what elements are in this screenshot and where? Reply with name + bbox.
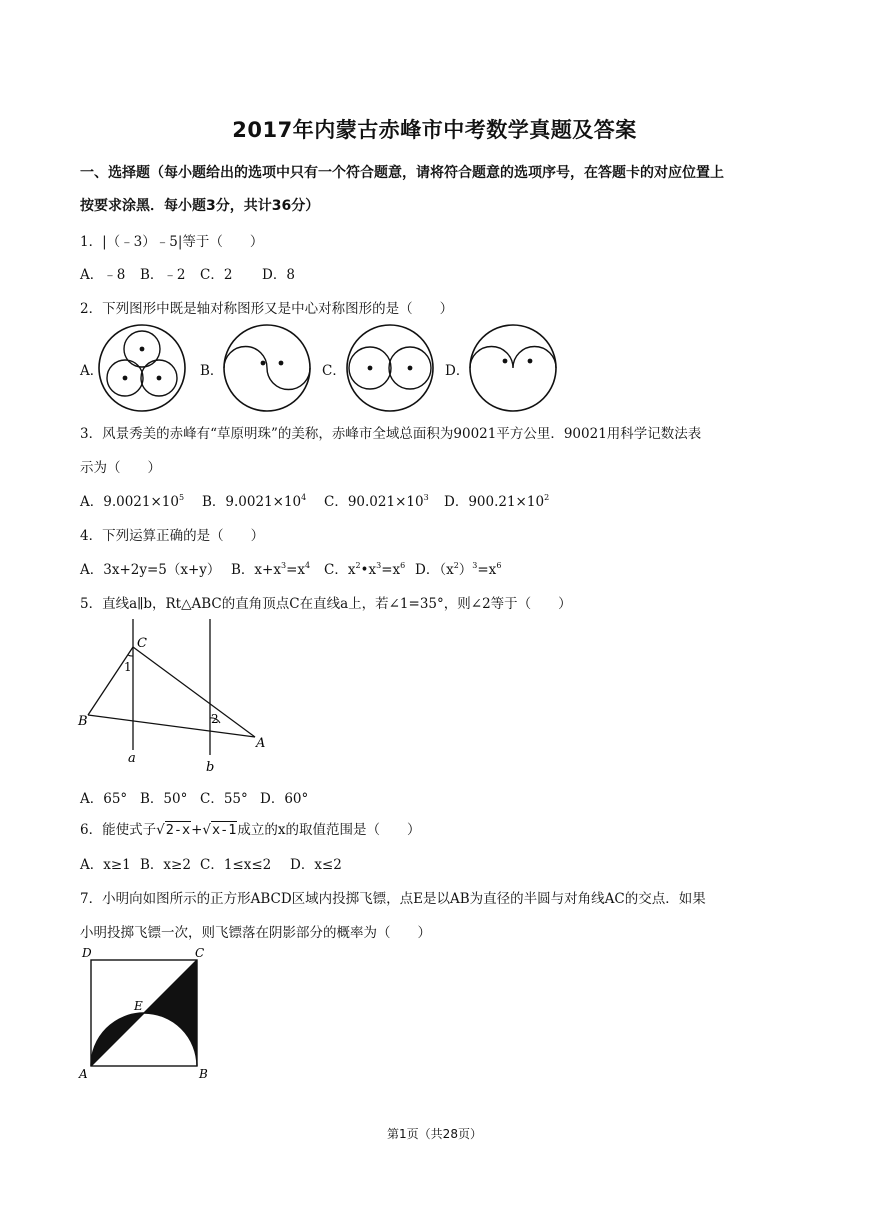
q2-label-c: C． — [322, 363, 346, 379]
q4-stem: 4．下列运算正确的是（ ） — [80, 528, 265, 544]
q5-figure — [74, 615, 274, 775]
q3-option-b: B．$9.0021\times 10^4$ — [202, 493, 307, 510]
q1-option-d: D．8 — [262, 267, 295, 283]
q7-label-e: E — [134, 999, 143, 1013]
q4-option-a: A．3x+2y=5（x+y） — [80, 562, 221, 578]
q3-option-d: D．$900.21\times 10^2$ — [444, 493, 550, 510]
q1-option-a: A．﹣8 — [80, 267, 126, 283]
page-title: 2017年内蒙古赤峰市中考数学真题及答案 — [232, 118, 637, 142]
q5-option-a: A．65° — [80, 791, 128, 807]
q2-label-b: B． — [200, 363, 224, 379]
q2-figure-a — [96, 322, 188, 414]
q4-option-c: C．$x^2•x^3=x^6$ — [324, 561, 406, 578]
q2-figure-d — [467, 322, 559, 414]
q5-label-line-a: a — [128, 751, 136, 766]
q2-stem: 2．下列图形中既是轴对称图形又是中心对称图形的是（ ） — [80, 301, 454, 317]
q6-stem: 6．能使式子√2-x+√x-1成立的x的取值范围是（ ） — [80, 822, 421, 838]
q4-option-b: B．$x+x^3=x^4$ — [231, 561, 311, 578]
q6-option-c: C．1≤x≤2 — [200, 857, 272, 873]
q5-label-c: C — [137, 636, 147, 651]
q3-stem-line1: 3．风景秀美的赤峰有“草原明珠”的美称，赤峰市全域总面积为90021平方公里．90021用科学记数法表 — [80, 426, 702, 442]
q1-option-c: C．2 — [200, 267, 233, 283]
q6-radical-1: √2-x — [156, 822, 191, 838]
q7-stem-line2: 小明投掷飞镖一次，则飞镖落在阴影部分的概率为（ ） — [80, 925, 431, 941]
q1-option-b: B．﹣2 — [140, 267, 186, 283]
q7-figure — [76, 944, 216, 1084]
section-heading-line1: 一、选择题（每小题给出的选项中只有一个符合题意，请将符合题意的选项序号，在答题卡的对应位置上 — [80, 165, 724, 181]
q5-stem: 5．直线a∥b，Rt△ABC的直角顶点C在直线a上，若∠1=35°，则∠2等于（ ） — [80, 596, 572, 612]
q5-label-angle-2: 2 — [211, 712, 219, 726]
q2-figure-b — [221, 322, 313, 414]
q1-stem: 1．|（﹣3）﹣5|等于（ ） — [80, 234, 264, 250]
q6-option-b: B．x≥2 — [140, 857, 191, 873]
q3-option-a: A．$9.0021\times 10^5$ — [80, 493, 185, 510]
q5-label-line-b: b — [206, 760, 215, 775]
q5-option-d: D．60° — [260, 791, 309, 807]
q7-label-a: A — [79, 1067, 88, 1081]
q3-option-c: C．$90.021\times 10^3$ — [324, 493, 429, 510]
q6-option-a: A．x≥1 — [80, 857, 131, 873]
q5-option-c: C．55° — [200, 791, 248, 807]
q3-stem-line2: 示为（ ） — [80, 460, 161, 476]
page-footer: 第1页（共28页） — [387, 1127, 482, 1141]
q5-label-a: A — [256, 736, 266, 751]
q7-stem-line1: 7．小明向如图所示的正方形ABCD区域内投掷飞镖，点E是以AB为直径的半圆与对角线AC的交点．如果 — [80, 891, 706, 907]
q7-label-c: C — [195, 946, 205, 960]
q2-label-a: A． — [80, 363, 104, 379]
q2-label-d: D． — [445, 363, 470, 379]
section-heading-line2: 按要求涂黑．每小题3分，共计36分） — [80, 198, 320, 214]
q5-label-b: B — [78, 714, 88, 729]
q5-label-angle-1: 1 — [124, 660, 132, 674]
q4-option-d: D．$(x^2)^3=x^6$ — [415, 561, 502, 578]
q6-radical-2: √x-1 — [202, 822, 237, 838]
q2-figure-c — [344, 322, 436, 414]
q7-label-d: D — [82, 946, 92, 960]
q5-option-b: B．50° — [140, 791, 188, 807]
q7-label-b: B — [199, 1067, 208, 1081]
q6-option-d: D．x≤2 — [290, 857, 342, 873]
